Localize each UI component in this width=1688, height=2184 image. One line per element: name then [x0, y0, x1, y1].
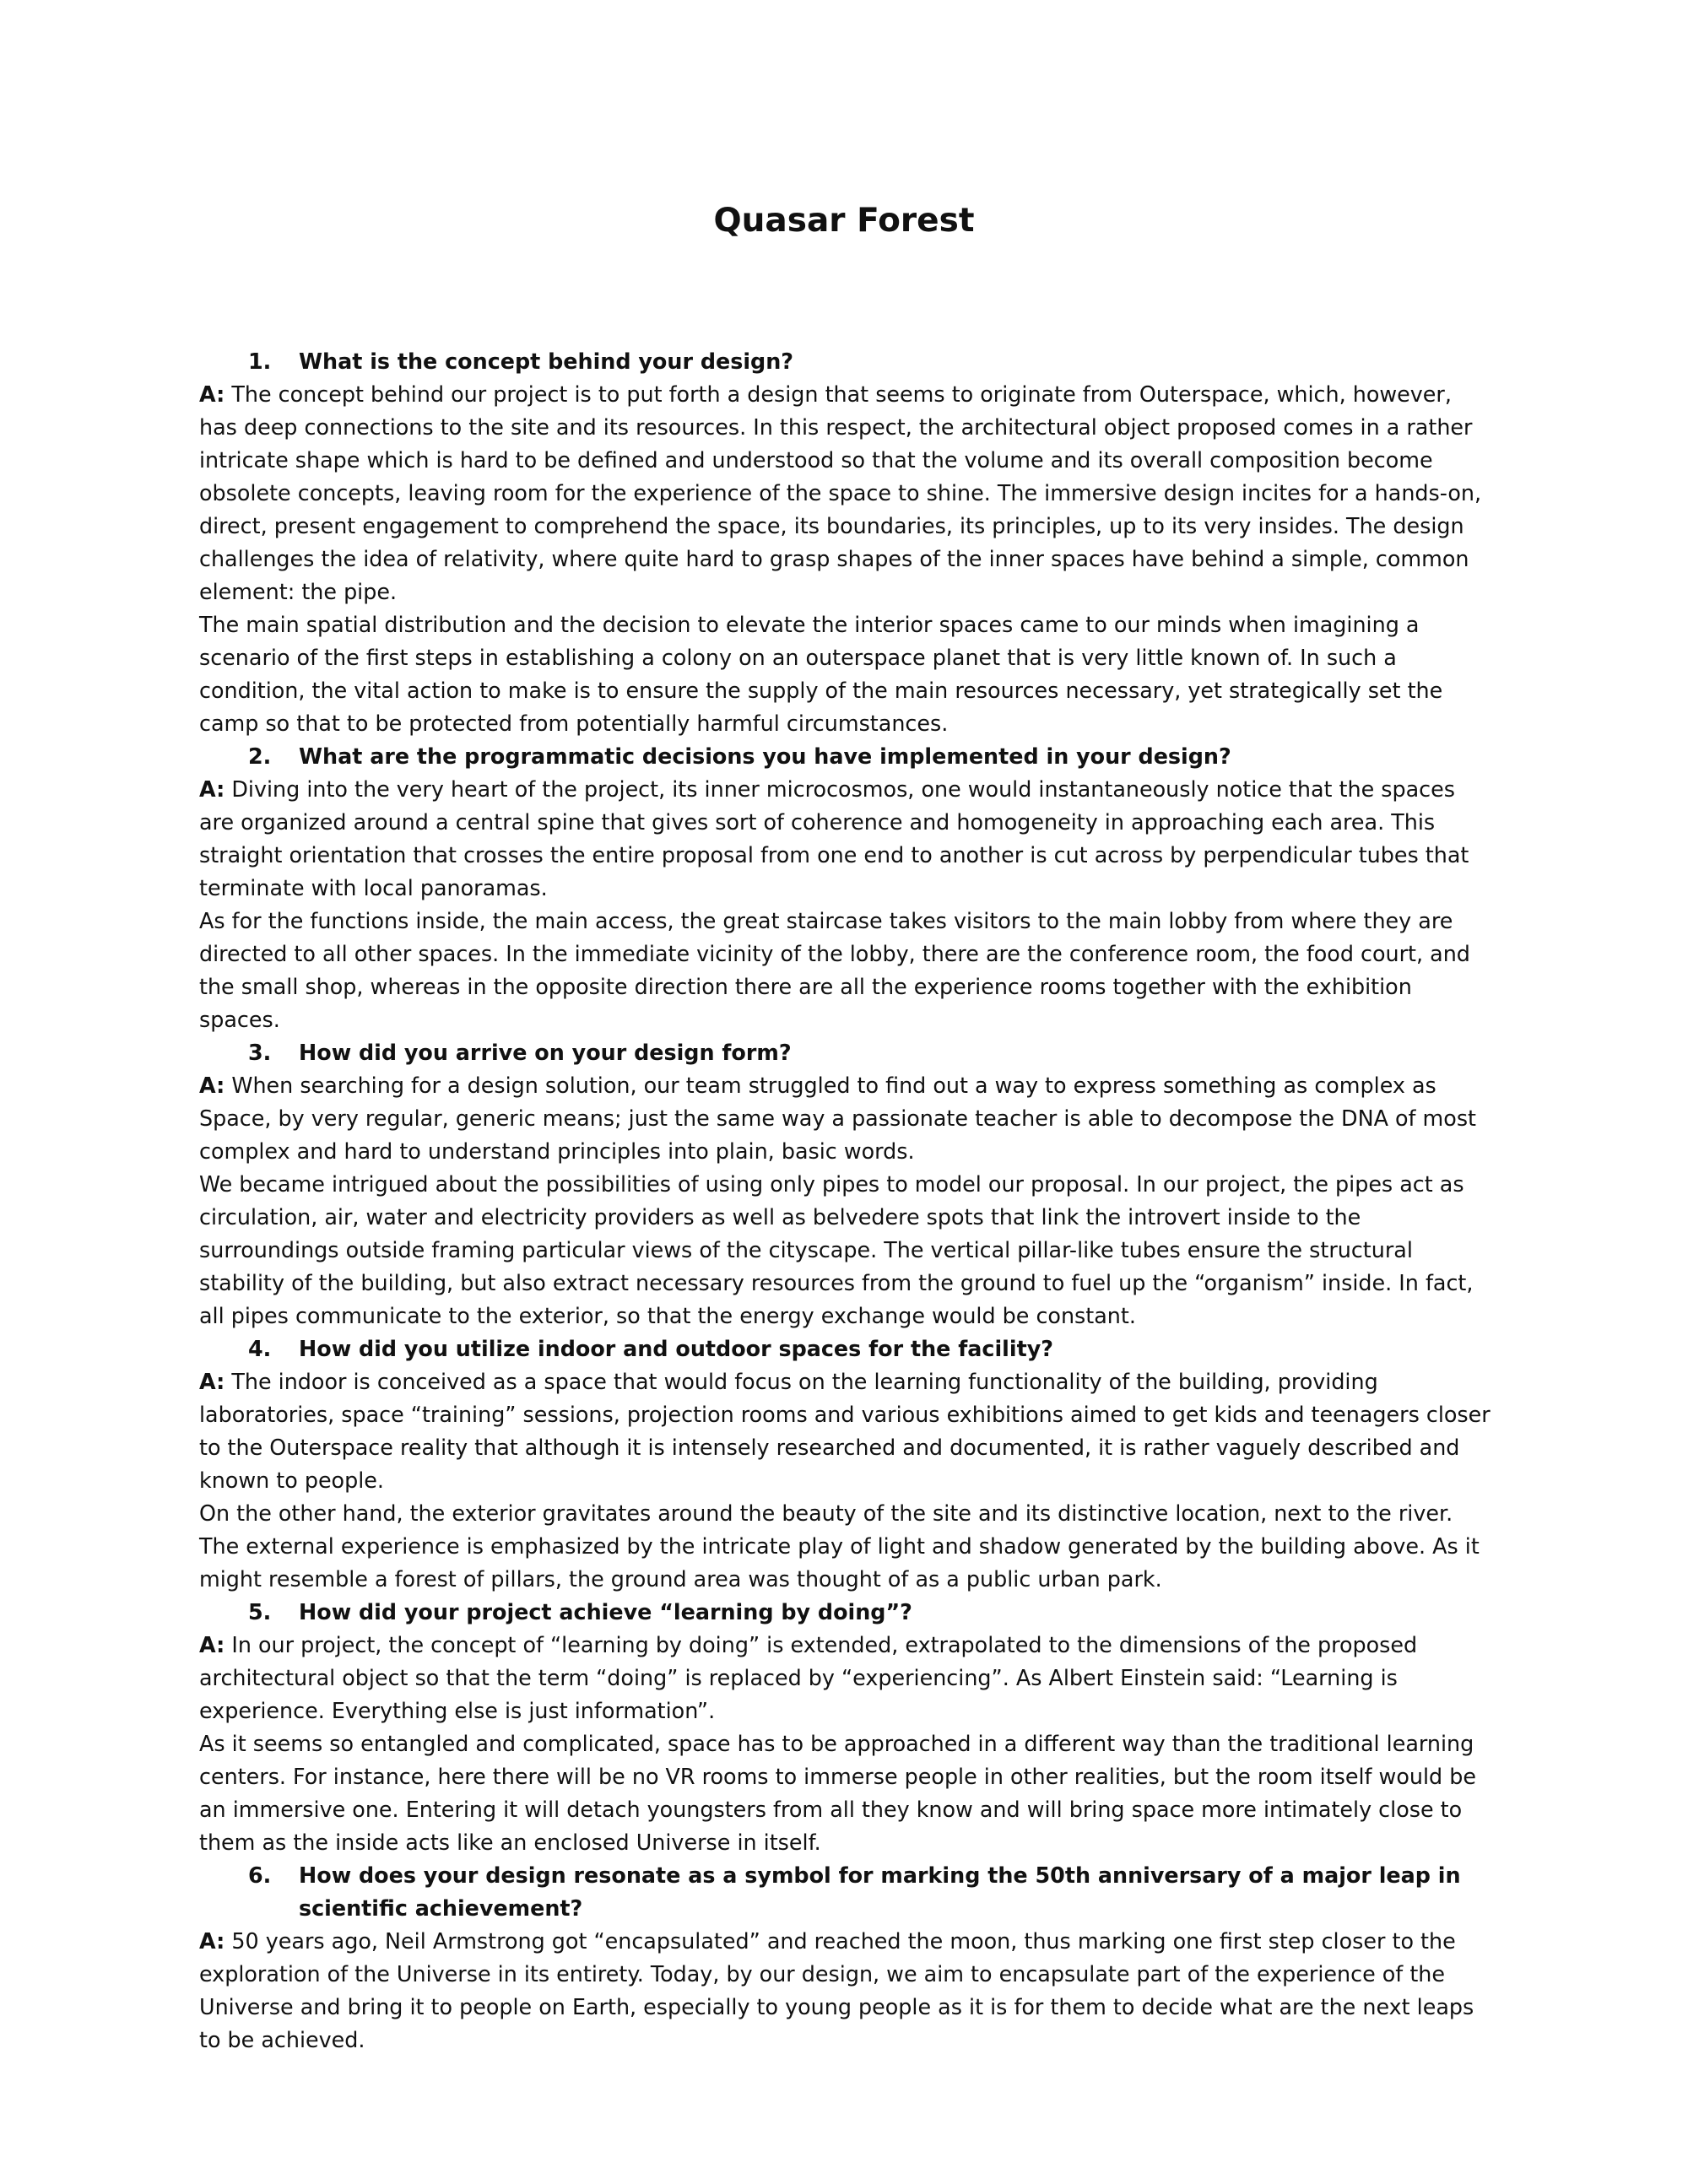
qa-section-6 [199, 1859, 1491, 2057]
answer-text: The concept behind our project is to put forth a design that seems to originate from Outerspace, which, however, has deep connections to the site and its resources. In this respect, the architectural object proposed comes in a rather intricate shape which is hard to be defined and understood so that the volume and its overall composition become obsolete concepts, leaving room for the experience of the space to shine. The immersive design incites for a hands-on, direct, present engagement to comprehend the space, its boundaries, its principles, up to its very insides. The design challenges the idea of relativity, where quite hard to grasp shapes of the inner spaces have behind a simple, common element: the pipe. [199, 381, 1482, 604]
qa-content [199, 345, 1491, 2057]
answer-label: A: [199, 381, 225, 407]
question-2 [199, 740, 1491, 773]
qa-section-2 [199, 740, 1491, 1036]
answer-text: In our project, the concept of “learning by doing” is extended, extrapolated to the dimensions of the proposed architectural object so that the term “doing” is replaced by “experiencing”. As Albert Einstein said: “Learning is experience. Everything else is just information”. [199, 1632, 1418, 1723]
answer-text: When searching for a design solution, our team struggled to find out a way to express something as complex as Space, by very regular, generic means; just the same way a passionate teacher is able to decompose the DNA of most complex and hard to understand principles into plain, basic words. [199, 1073, 1476, 1164]
document-title: Quasar Forest [713, 202, 975, 240]
question-1 [199, 345, 1491, 378]
question-text-3: How did you arrive on your design form? [299, 1040, 792, 1065]
question-text-2: What are the programmatic decisions you have implemented in your design? [299, 743, 1231, 769]
answer-3-paragraph-1 [199, 1069, 1491, 1168]
answer-1-paragraph-2: The main spatial distribution and the decision to elevate the interior spaces came to our minds when imagining a scenario of the first steps in establishing a colony on an outerspace planet that is very little known of. In such a condition, the vital action to make is to ensure the supply of the main resources necessary, yet strategically set the camp so that to be protected from potentially harmful circumstances. [199, 612, 1443, 736]
answer-text: Diving into the very heart of the project, its inner microcosmos, one would instantaneously notice that the spaces are organized around a central spine that gives sort of coherence and homogeneity in approaching each area. This straight orientation that crosses the entire proposal from one end to another is cut across by perpendicular tubes that terminate with local panoramas. [199, 776, 1469, 900]
question-text-1: What is the concept behind your design? [299, 349, 794, 374]
answer-label: A: [199, 1928, 225, 1954]
question-5 [199, 1596, 1491, 1629]
answer-2-paragraph-2: As for the functions inside, the main access, the great staircase takes visitors to the main lobby from where they are directed to all other spaces. In the immediate vicinity of the lobby, there are the conference room, the food court, and the small shop, whereas in the opposite direction there are all the experience rooms together with the exhibition spaces. [199, 908, 1470, 1032]
question-number-2: 2. [248, 743, 272, 769]
question-number-6: 6. [248, 1862, 272, 1888]
qa-section-4 [199, 1333, 1491, 1596]
question-6 [199, 1859, 1491, 1925]
answer-text: 50 years ago, Neil Armstrong got “encapsulated” and reached the moon, thus marking one first step closer to the exploration of the Universe in its entirety. Today, by our design, we aim to encapsulate part of the experience of the Universe and bring it to people on Earth, especially to young people as it is for them to decide what are the next leaps to be achieved. [199, 1928, 1474, 2052]
question-4 [199, 1333, 1491, 1365]
question-number-5: 5. [248, 1599, 272, 1624]
answer-5-paragraph-2: As it seems so entangled and complicated, space has to be approached in a different way than the traditional learning centers. For instance, here there will be no VR rooms to immerse people in other realities, but the room itself would be an immersive one. Entering it will detach youngsters from all they know and will bring space more intimately close to them as the inside acts like an enclosed Universe in itself. [199, 1731, 1476, 1855]
qa-section-5 [199, 1596, 1491, 1859]
question-3 [199, 1036, 1491, 1069]
answer-label: A: [199, 776, 225, 802]
answer-5-paragraph-1 [199, 1629, 1491, 1727]
answer-1-paragraph-1 [199, 378, 1491, 608]
answer-text: The indoor is conceived as a space that would focus on the learning functionality of the building, providing laboratories, space “training” sessions, projection rooms and various exhibitions aimed to get kids and teenagers closer to the Outerspace reality that although it is intensely researched and documented, it is rather vaguely described and known to people. [199, 1369, 1491, 1493]
answer-2-paragraph-1 [199, 773, 1491, 905]
question-text-4: How did you utilize indoor and outdoor spaces for the facility? [299, 1336, 1053, 1361]
answer-4-paragraph-1 [199, 1365, 1491, 1497]
answer-label: A: [199, 1073, 225, 1098]
qa-section-1 [199, 345, 1491, 740]
question-text-6: How does your design resonate as a symbol for marking the 50th anniversary of a major leap in scientific achievement? [299, 1862, 1461, 1921]
answer-4-paragraph-2: On the other hand, the exterior gravitates around the beauty of the site and its distinctive location, next to the river. The external experience is emphasized by the intricate play of light and shadow generated by the building above. As it might resemble a forest of pillars, the ground area was thought of as a public urban park. [199, 1500, 1480, 1592]
question-number-4: 4. [248, 1336, 272, 1361]
question-number-1: 1. [248, 349, 272, 374]
answer-label: A: [199, 1632, 225, 1657]
answer-6-paragraph-1 [199, 1925, 1491, 2057]
answer-3-paragraph-2: We became intrigued about the possibilities of using only pipes to model our proposal. In our project, the pipes act as circulation, air, water and electricity providers as well as belvedere spots that link the introvert inside to the surroundings outside framing particular views of the cityscape. The vertical pillar-like tubes ensure the structural stability of the building, but also extract necessary resources from the ground to fuel up the “organism” inside. In fact, all pipes communicate to the exterior, so that the energy exchange would be constant. [199, 1171, 1474, 1328]
qa-section-3 [199, 1036, 1491, 1333]
answer-label: A: [199, 1369, 225, 1394]
question-number-3: 3. [248, 1040, 272, 1065]
question-text-5: How did your project achieve “learning by doing”? [299, 1599, 912, 1624]
